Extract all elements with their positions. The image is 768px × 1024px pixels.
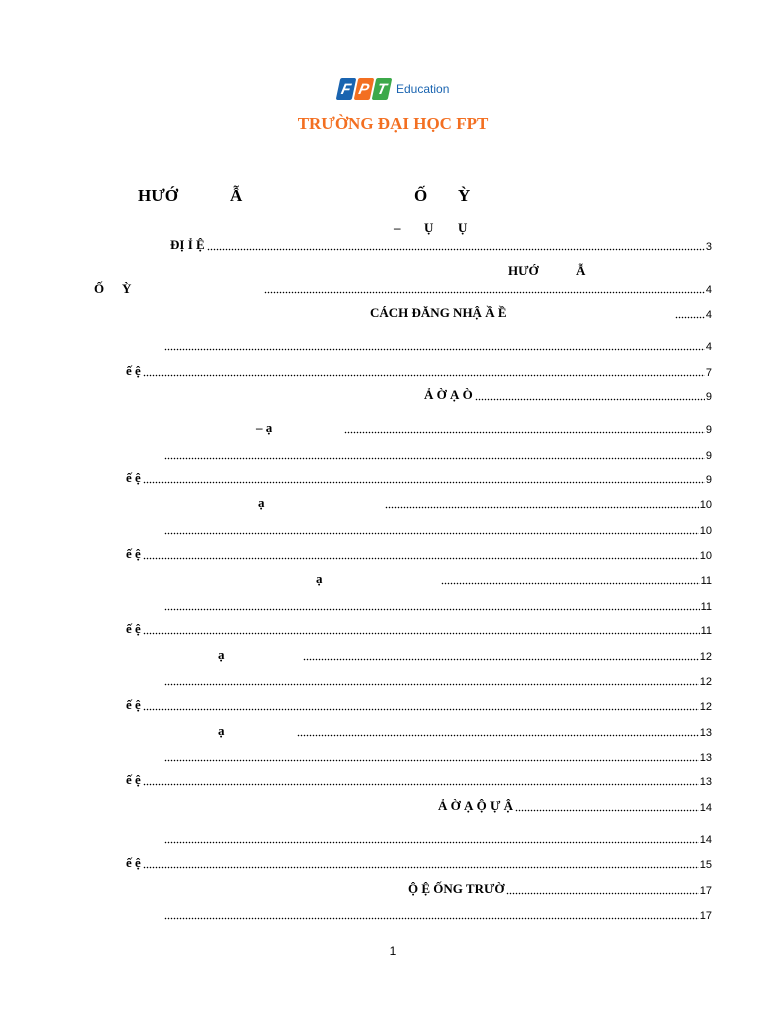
toc-entry[interactable]: ạ 13 (218, 723, 712, 739)
toc-entry[interactable]: CÁCH ĐĂNG NHẬ Ầ Ề 4 (370, 305, 712, 321)
page-number: 1 (389, 944, 397, 958)
toc-entry[interactable]: ế ệ 15 (126, 855, 712, 871)
title-fragment: Ố (414, 186, 428, 205)
university-title: TRƯỜNG ĐẠI HỌC FPT (297, 114, 489, 133)
toc-entry[interactable]: 10 (162, 523, 712, 537)
toc-entry[interactable]: ế ệ 11 (126, 621, 712, 637)
subtitle-fragment: – (394, 220, 401, 235)
toc-entry[interactable]: – ạ 9 (256, 420, 712, 436)
toc-entry[interactable]: 4 (162, 339, 712, 353)
subtitle-fragment: Ụ (424, 220, 434, 235)
logo-letter-f: F (336, 78, 357, 100)
toc-heading-fragment: Ẫ (576, 263, 586, 278)
toc-entry[interactable]: ạ 11 (316, 571, 712, 587)
toc-entry[interactable]: 17 (162, 908, 712, 922)
toc-entry[interactable]: Ả Ờ Ạ Ộ Ự Ậ 14 (438, 798, 712, 814)
subtitle-fragment: Ụ (458, 220, 468, 235)
toc-entry[interactable]: ế ệ 10 (126, 546, 712, 562)
toc-entry[interactable]: ế ệ 12 (126, 697, 712, 713)
toc-entry[interactable]: ĐỊ Ỉ Ệ 3 (170, 237, 712, 253)
toc-heading-fragment: Ỳ (122, 281, 132, 296)
toc-entry[interactable]: ạ 10 (258, 495, 712, 511)
toc-entry[interactable]: 13 (162, 750, 712, 764)
toc-entry[interactable]: ế ệ 7 (126, 363, 712, 379)
toc-entry[interactable]: 12 (162, 674, 712, 688)
toc-entry[interactable]: ạ 12 (218, 647, 712, 663)
fpt-logo (338, 74, 449, 104)
toc-entry[interactable]: ế ệ 9 (126, 470, 712, 486)
toc-heading-fragment: HƯỚ (508, 263, 539, 278)
toc-entry[interactable]: 4 (262, 282, 712, 296)
toc-entry[interactable]: 9 (162, 448, 712, 462)
title-fragment: Ỳ (458, 186, 471, 205)
toc-entry[interactable]: ế ệ 13 (126, 772, 712, 788)
toc-entry[interactable]: 11 (162, 599, 712, 613)
logo-letter-p: P (354, 78, 375, 100)
logo-education-text: Education (396, 82, 450, 96)
toc-entry[interactable]: Ả Ờ Ạ Ò 9 (424, 387, 712, 403)
title-fragment: HƯỚ (138, 186, 178, 205)
toc-entry[interactable]: 14 (162, 832, 712, 846)
toc-heading-fragment: Ố (94, 281, 105, 296)
title-fragment: Ẫ (230, 186, 243, 205)
toc-entry[interactable]: Ộ Ệ ỐNG TRƯỜ 17 (408, 881, 712, 897)
logo-letter-t: T (372, 78, 393, 100)
